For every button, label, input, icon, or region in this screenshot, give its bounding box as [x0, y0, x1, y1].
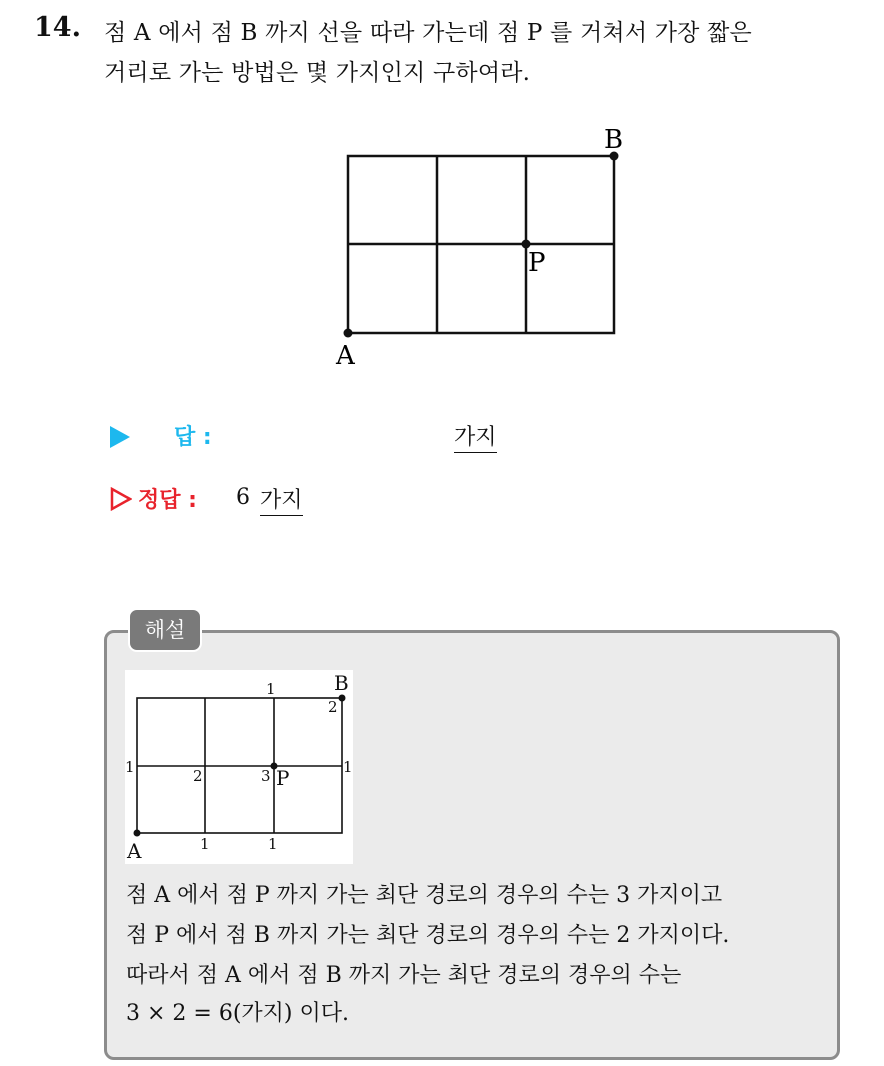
point-b-label: B — [604, 125, 624, 155]
sol-point-a-dot — [134, 830, 141, 837]
sol-count-top: 1 — [266, 680, 276, 698]
grid-figure — [330, 120, 640, 375]
answer-unit: 가지 — [454, 420, 497, 453]
sol-count-right: 1 — [343, 758, 353, 776]
question-number: 14. — [34, 12, 81, 43]
solution-figure — [125, 670, 353, 864]
play-triangle-icon — [110, 426, 130, 448]
solution-line-2: 점 P 에서 점 B 까지 가는 최단 경로의 경우의 수는 2 가지이다. — [126, 923, 730, 948]
solution-line-3: 따라서 점 A 에서 점 B 까지 가는 최단 경로의 경우의 수는 — [126, 963, 682, 988]
answer-row — [110, 420, 530, 454]
point-a-label: A — [336, 341, 355, 371]
solution-tab: 해설 — [128, 608, 202, 652]
question-text-line-2: 거리로 가는 방법은 몇 가지인지 구하여라. — [104, 60, 531, 86]
point-a-dot — [344, 329, 353, 338]
solution-line-1: 점 A 에서 점 P 까지 가는 최단 경로의 경우의 수는 3 가지이고 — [126, 883, 723, 908]
outline-triangle-icon — [110, 487, 132, 511]
question-text-line-1: 점 A 에서 점 B 까지 선을 따라 가는데 점 P 를 거쳐서 가장 짧은 — [104, 20, 752, 46]
correct-answer-row — [110, 483, 370, 517]
correct-answer-value: 6 — [236, 485, 250, 510]
correct-answer-unit: 가지 — [260, 483, 303, 516]
sol-point-b-dot — [339, 695, 346, 702]
solution-line-4: 3 × 2 = 6(가지) 이다. — [126, 1001, 349, 1026]
sol-count-mid-2: 3 — [261, 767, 271, 785]
sol-label-a: A — [127, 839, 142, 863]
correct-answer-label: 정답 : — [138, 488, 197, 513]
sol-count-bottom-1: 1 — [200, 835, 210, 853]
sol-label-b: B — [334, 671, 349, 695]
sol-count-b-side: 2 — [328, 698, 338, 716]
sol-count-mid-1: 2 — [193, 767, 203, 785]
answer-label: 답 : — [174, 425, 212, 450]
sol-label-p: P — [276, 766, 290, 790]
sol-count-bottom-2: 1 — [268, 835, 278, 853]
sol-count-left: 1 — [125, 758, 135, 776]
point-p-label: P — [528, 248, 546, 278]
